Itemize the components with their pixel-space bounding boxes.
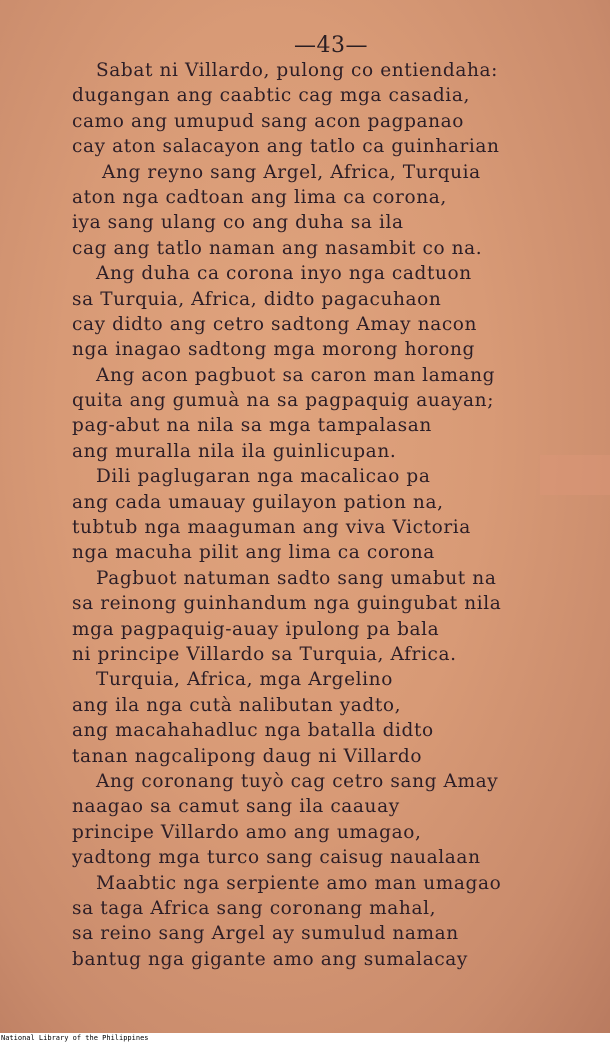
text-line: Pagbuot natuman sadto sang umabut na [96,567,497,589]
text-line: yadtong mga turco sang caisug naualaan [72,847,481,869]
text-line: sa taga Africa sang coronang mahal, [72,897,437,919]
text-line: cag ang tatlo naman ang nasambit co na. [72,237,483,259]
text-line: ang ila nga cutà nalibutan yadto, [72,694,402,716]
text-line: nga macuha pilit ang lima ca corona [72,542,435,564]
text-line: bantug nga gigante amo ang sumalacay [72,948,468,970]
text-line: tubtub nga maaguman ang viva Victoria [72,517,471,539]
text-line: ang macahahadluc nga batalla didto [72,720,434,742]
text-line: ni principe Villardo sa Turquia, Africa. [72,643,457,665]
text-line: cay didto ang cetro sadtong Amay nacon [72,313,478,335]
text-line: cay aton salacayon ang tatlo ca guinharian [72,136,500,158]
text-line: Turquia, Africa, mga Argelino [96,669,393,691]
text-line: Maabtic nga serpiente amo man umagao [96,872,502,894]
text-line: aton nga cadtoan ang lima ca corona, [72,186,447,208]
text-line: sa reinong guinhandum nga guingubat nila [72,593,502,615]
text-line: pag-abut na nila sa mga tampalasan [72,415,432,437]
text-line: Ang acon pagbuot sa caron man lamang [96,364,496,386]
text-line: iya sang ulang co ang duha sa ila [72,212,404,234]
text-line: camo ang umupud sang acon pagpanao [72,110,465,132]
text-line: quita ang gumuà na sa pagpaquig auayan; [72,390,495,412]
text-line: nga inagao sadtong mga morong horong [72,339,475,361]
text-line: Ang duha ca corona inyo nga cadtuon [96,263,472,285]
text-line: Dili paglugaran nga macalicao pa [96,466,431,488]
text-line: dugangan ang caabtic cag mga casadia, [72,85,470,107]
text-line: Ang reyno sang Argel, Africa, Turquia [102,161,481,183]
text-line: sa reino sang Argel ay sumulud naman [72,923,459,945]
library-credit: National Library of the Philippines [1,1034,149,1042]
text-line: mga pagpaquig-auay ipulong pa bala [72,618,440,640]
text-line: tanan nagcalipong daug ni Villardo [72,745,423,767]
poem-text [72,58,572,972]
text-line: naagao sa camut sang ila caauay [72,796,400,818]
text-line: Ang coronang tuyò cag cetro sang Amay [96,770,499,792]
text-line: sa Turquia, Africa, didto pagacuhaon [72,288,442,310]
page-number: —43— [294,33,368,58]
text-line: ang cada umauay guilayon pation na, [72,491,444,513]
text-line: principe Villardo amo ang umagao, [72,821,422,843]
text-line: ang muralla nila ila guinlicupan. [72,440,397,462]
text-line: Sabat ni Villardo, pulong co entiendaha: [96,60,498,81]
